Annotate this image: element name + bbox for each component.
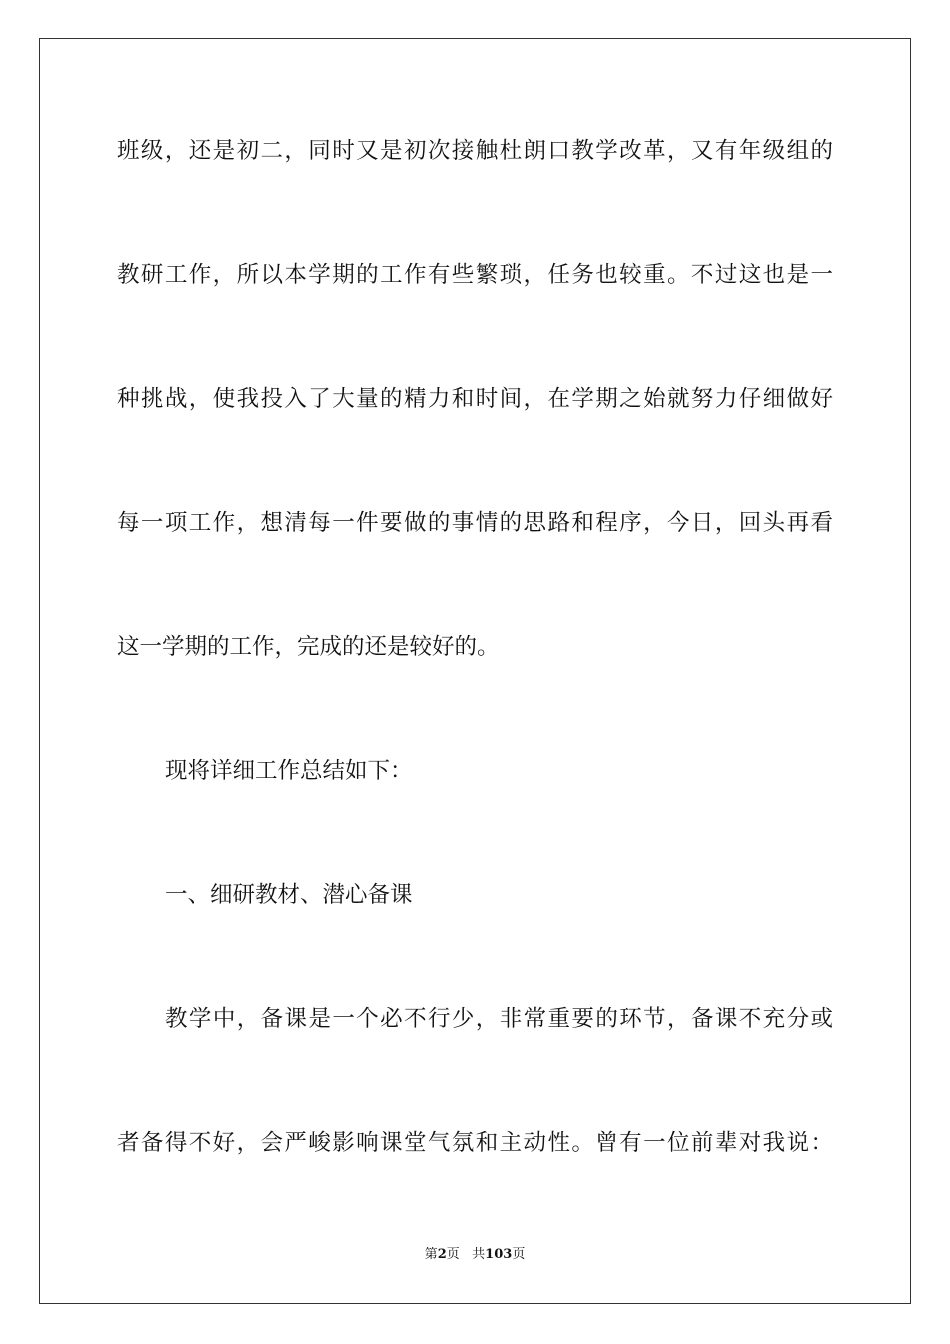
text-line-2: 教研工作，所以本学期的工作有些繁琐，任务也较重。不过这也是一	[117, 262, 833, 288]
text-line-3: 种挑战，使我投入了大量的精力和时间，在学期之始就努力仔细做好	[117, 386, 833, 412]
text-line-8: 教学中，备课是一个必不行少，非常重要的环节，备课不充分或	[165, 1006, 833, 1032]
section-heading: 一、细研教材、潜心备课	[165, 882, 413, 908]
footer-total-suffix: 页	[512, 1247, 526, 1262]
footer-total-prefix: 共	[472, 1247, 486, 1262]
footer-page-suffix: 页	[446, 1247, 460, 1262]
footer-page-prefix: 第	[424, 1247, 438, 1262]
text-line-5: 这一学期的工作，完成的还是较好的。	[117, 634, 500, 660]
text-line-4: 每一项工作，想清每一件要做的事情的思路和程序，今日，回头再看	[117, 510, 833, 536]
text-line-9: 者备得不好，会严峻影响课堂气氛和主动性。曾有一位前辈对我说：	[117, 1130, 833, 1156]
page-frame	[39, 38, 911, 1304]
paragraph-intro: 现将详细工作总结如下：	[165, 758, 413, 784]
page-footer	[0, 1246, 950, 1264]
footer-page-number: 2	[437, 1247, 447, 1262]
text-line-1: 班级，还是初二，同时又是初次接触杜朗口教学改革，又有年级组的	[117, 138, 833, 164]
footer-total-pages: 103	[485, 1247, 513, 1262]
